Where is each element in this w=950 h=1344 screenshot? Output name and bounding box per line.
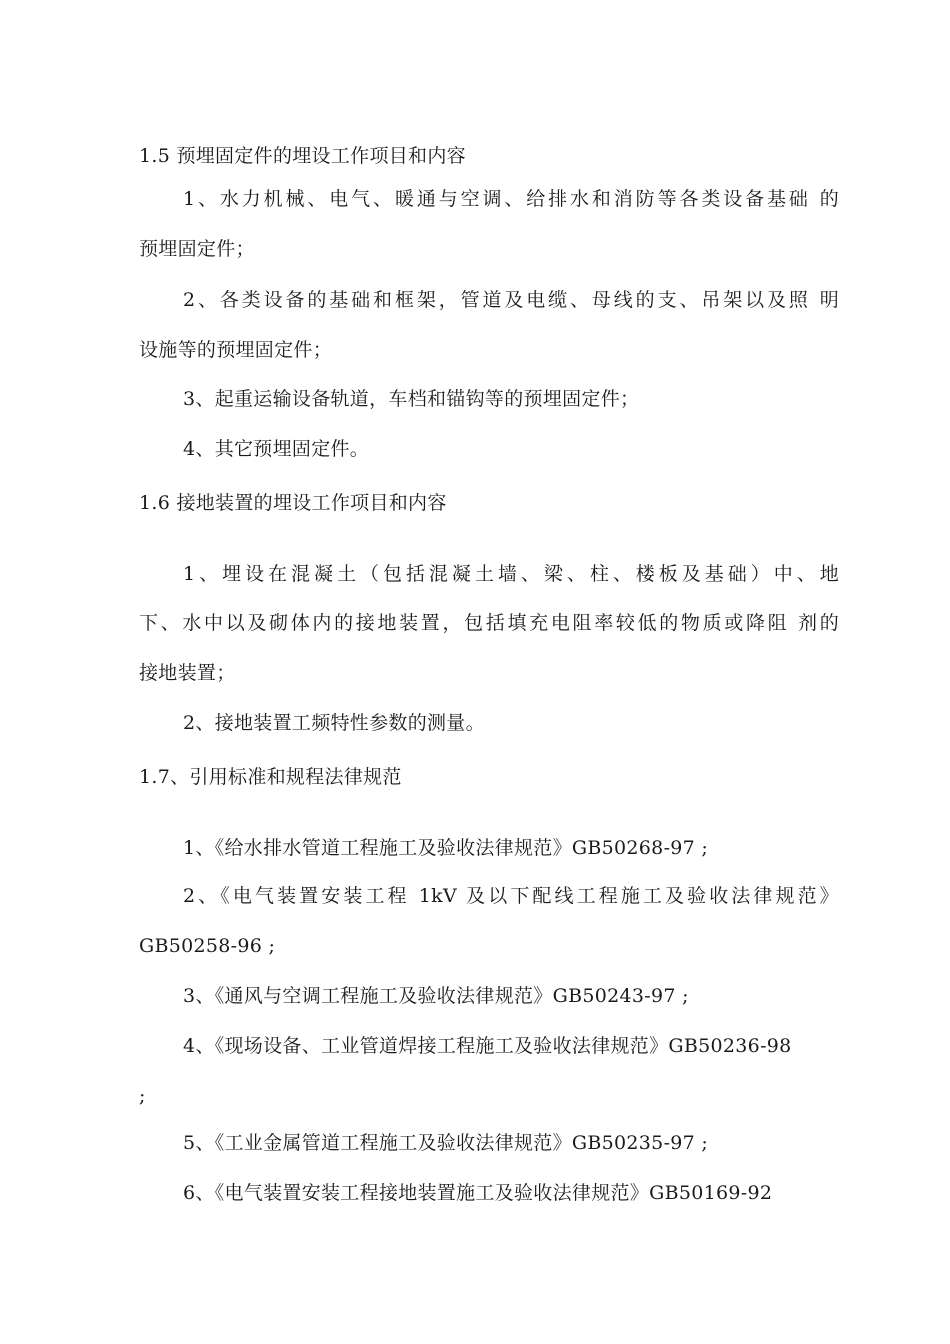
section-1-5-item-4: 4、其它预埋固定件。 [183, 438, 370, 460]
section-1-6-item-1-line-2: 下、水中以及砌体内的接地装置，包括填充电阻率较低的物质或降阻 剂的 [139, 612, 839, 634]
section-1-5-item-3: 3、起重运输设备轨道，车档和锚钩等的预埋固定件； [183, 388, 640, 410]
reference-2-line-1: 2、《电气装置安装工程 1kV 及以下配线工程施工及验收法律规范》 [183, 885, 839, 907]
section-1-5-item-2-line-2: 设施等的预埋固定件； [139, 339, 333, 361]
reference-3: 3、《通风与空调工程施工及验收法律规范》GB50243-97 ; [183, 985, 689, 1007]
section-1-5-heading: 1.5 预埋固定件的埋设工作项目和内容 [139, 145, 466, 167]
section-1-6-item-2: 2、接地装置工频特性参数的测量。 [183, 712, 485, 734]
reference-2-line-2: GB50258-96 ; [139, 935, 276, 957]
section-1-6-item-1-line-3: 接地装置； [139, 662, 236, 684]
section-1-7-heading: 1.7、引用标准和规程法律规范 [139, 766, 402, 788]
section-1-5-item-1-line-1: 1、水力机械、电气、暖通与空调、给排水和消防等各类设备基础 的 [183, 188, 839, 210]
reference-4-line-1: 4、《现场设备、工业管道焊接工程施工及验收法律规范》GB50236-98 [183, 1035, 792, 1057]
section-1-5-item-1-line-2: 预埋固定件； [139, 238, 255, 260]
reference-6: 6、《电气装置安装工程接地装置施工及验收法律规范》GB50169-92 [183, 1182, 773, 1204]
section-1-6-heading: 1.6 接地装置的埋设工作项目和内容 [139, 492, 447, 514]
reference-5: 5、《工业金属管道工程施工及验收法律规范》GB50235-97 ; [183, 1132, 709, 1154]
section-1-5-item-2-line-1: 2、各类设备的基础和框架，管道及电缆、母线的支、吊架以及照 明 [183, 289, 839, 311]
reference-1: 1、《给水排水管道工程施工及验收法律规范》GB50268-97 ; [183, 837, 709, 859]
section-1-6-item-1-line-1: 1、埋设在混凝土（包括混凝土墙、梁、柱、楼板及基础）中、地 [183, 563, 839, 585]
reference-4-line-2: ; [139, 1085, 146, 1107]
